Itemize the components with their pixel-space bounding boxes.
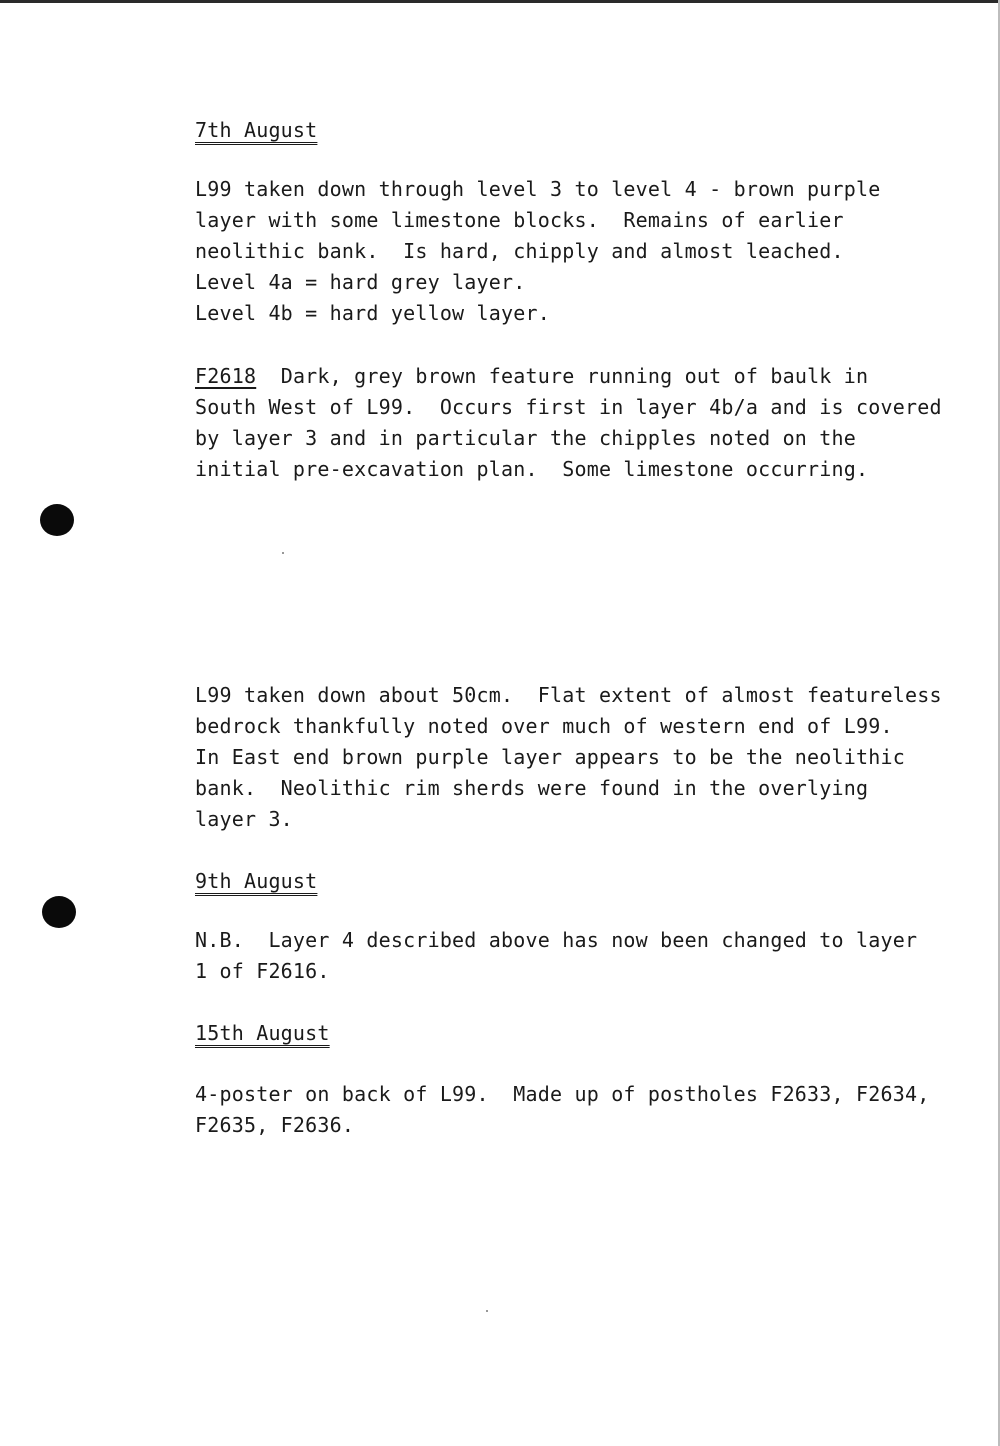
text-line: by layer 3 and in particular the chipples noted on the xyxy=(195,426,857,450)
text-line: initial pre-excavation plan. Some limestone occurring. xyxy=(195,457,869,481)
page-top-edge xyxy=(0,0,1000,3)
text-line: 1 of F2616. xyxy=(195,959,330,983)
text-line: layer 3. xyxy=(195,807,293,831)
feature-ref-f2618: F2618 xyxy=(195,364,257,388)
section-heading-15th-august: 15th August xyxy=(195,1021,330,1045)
paper-speck xyxy=(282,552,284,554)
text-line: bedrock thankfully noted over much of western end of L99. xyxy=(195,714,893,738)
text-line: N.B. Layer 4 described above has now been changed to layer xyxy=(195,928,918,952)
text-line: L99 taken down through level 3 to level 4 - brown purple xyxy=(195,177,881,201)
text-line: Dark, grey brown feature running out of baulk in xyxy=(256,364,869,388)
text-line: Level 4a = hard grey layer. xyxy=(195,270,526,294)
section-heading-7th-august: 7th August xyxy=(195,118,318,142)
text-line: bank. Neolithic rim sherds were found in the overlying xyxy=(195,776,869,800)
text-line: layer with some limestone blocks. Remains of earlier xyxy=(195,208,844,232)
feature-paragraph-first-line xyxy=(195,364,868,388)
punch-hole-top xyxy=(40,504,74,536)
text-line: South West of L99. Occurs first in layer 4b/a and is covered xyxy=(195,395,942,419)
text-line: Level 4b = hard yellow layer. xyxy=(195,301,550,325)
text-line: neolithic bank. Is hard, chipply and almost leached. xyxy=(195,239,844,263)
text-line: In East end brown purple layer appears to be the neolithic xyxy=(195,745,905,769)
paper-speck xyxy=(486,1310,488,1312)
text-line: F2635, F2636. xyxy=(195,1113,355,1137)
punch-hole-bottom xyxy=(42,896,76,928)
text-line: 4-poster on back of L99. Made up of postholes F2633, F2634, xyxy=(195,1082,930,1106)
text-line: L99 taken down about 50cm. Flat extent of almost featureless xyxy=(195,683,942,707)
section-heading-9th-august: 9th August xyxy=(195,869,318,893)
